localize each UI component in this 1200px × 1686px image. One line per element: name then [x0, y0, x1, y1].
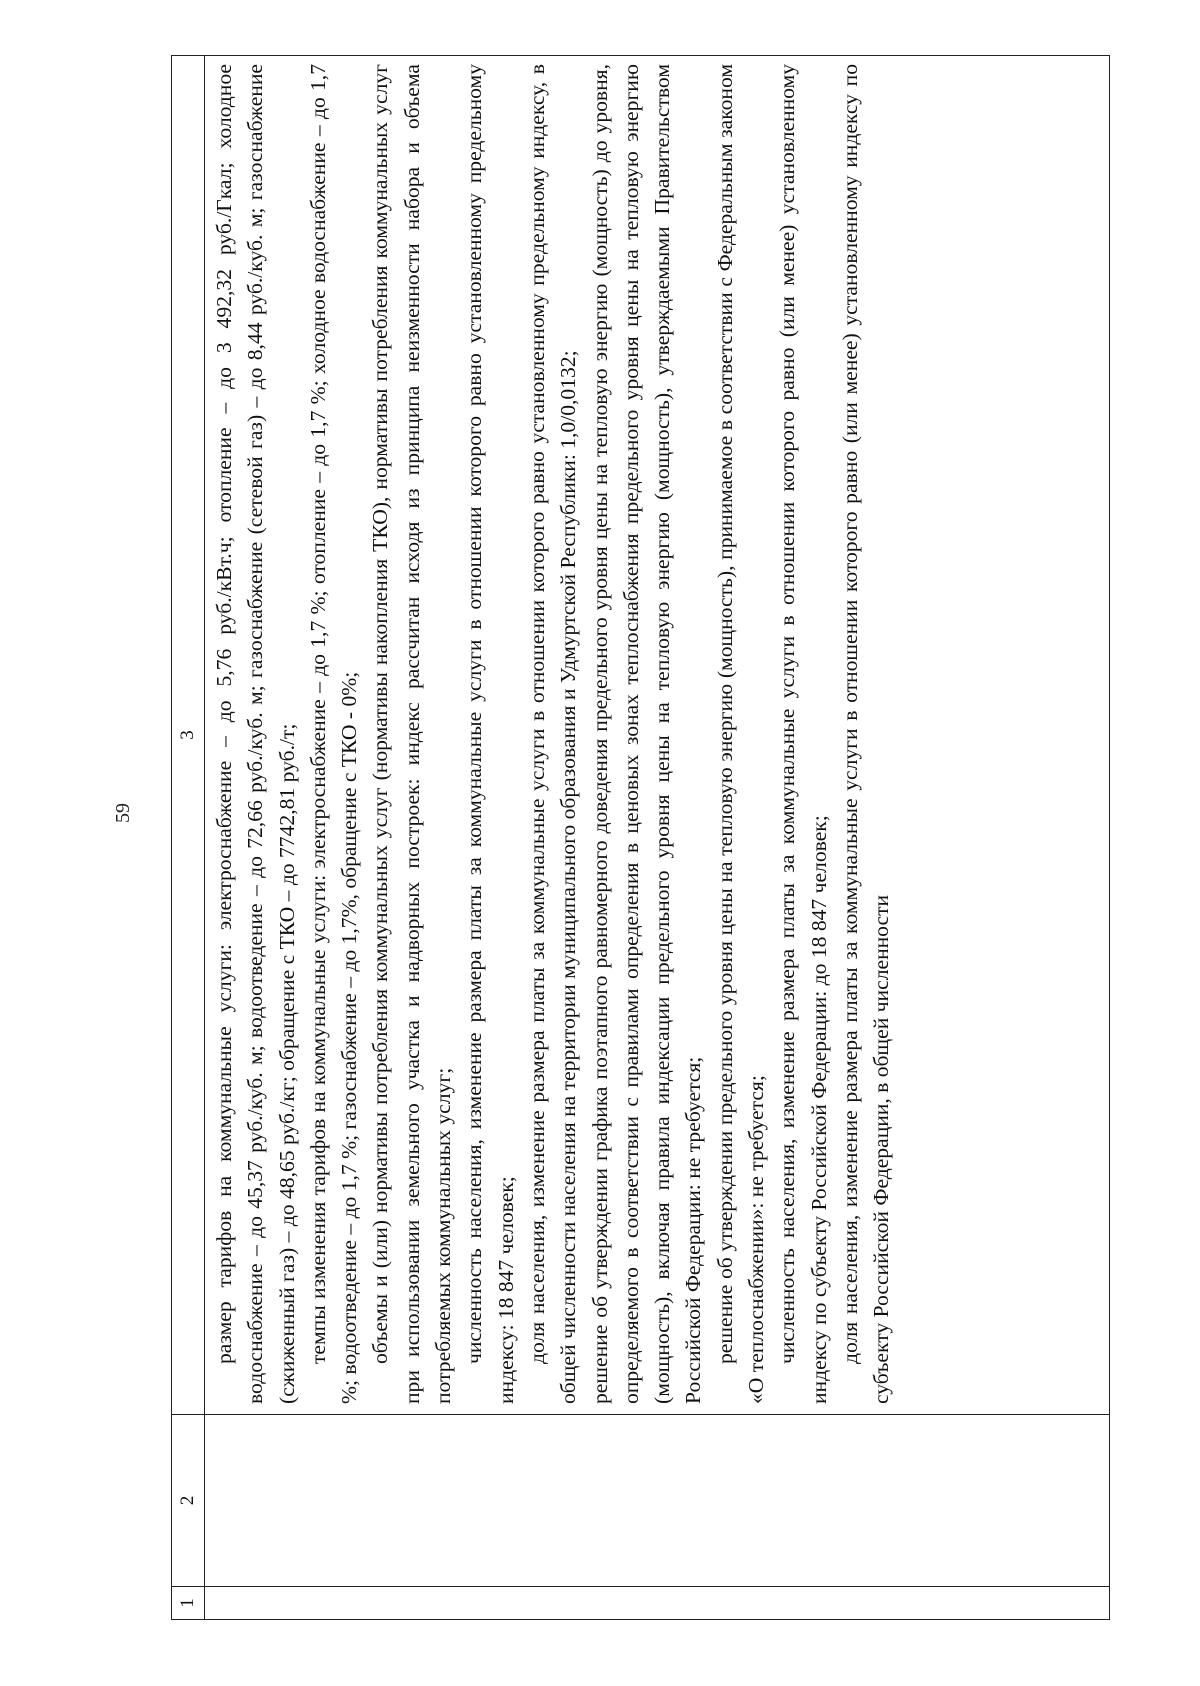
paragraph: численность населения, изменение размера платы за коммунальные услуги в отношении которого равно установленному предельному индексу: 18 847 человек; — [462, 64, 518, 1404]
table-row — [205, 56, 1110, 1620]
paragraph: доля населения, изменение размера платы за коммунальные услуги в отношении которого равно установленному предельному индексу, в общей численности населения на территории муниципального образования и Удмуртской Республики: 1,0/0,0132; — [524, 64, 581, 1404]
header-col-3: 3 — [172, 56, 205, 1415]
header-col-1: 1 — [172, 1587, 205, 1620]
paragraph: размер тарифов на коммунальные услуги: электроснабжение – до 5,76 руб./кВт.ч; отопление – до 3 492,32 руб./Гкал; холодное водоснабжение – до 45,37 руб./куб. м; водоотведение – до 72,66 руб./куб. м; газоснабжение (сетевой газ) – до 8,44 руб./куб. м; газоснабжение (сжиженный газ) – до 48,65 руб./кг; обращение с ТКО – до 7742,81 руб./т; — [212, 64, 299, 1404]
page-number: 59 — [112, 803, 134, 823]
cell-col-3 — [205, 56, 1110, 1415]
paragraph: решение об утверждении графика поэтапного равномерного доведения предельного уровня цены на тепловую энергию (мощность) до уровня, определяемого в соответствии с правилами определения в ценовых зонах теплоснабжения предельного уровня цены на тепловую энергию (мощность), включая правила индексации предельного уровня цены на тепловую энергию (мощность), утверждаемыми Правительством Российской Федерации: не требуется; — [587, 64, 706, 1404]
paragraph: объемы и (или) нормативы потребления коммунальных услуг (нормативы накопления ТКО), нормативы потребления коммунальных услуг при использовании земельного участка и надворных построек: индекс рассчитан исходя из принципа неизменности набора и объема потребляемых коммунальных услуг; — [368, 64, 456, 1404]
document-sheet — [171, 55, 1111, 1620]
paragraph: численность населения, изменение размера платы за коммунальные услуги в отношении которого равно (или менее) установленному индексу по субъекту Российской Федерации: до 18 847 человек; — [775, 64, 831, 1404]
paragraph: темпы изменения тарифов на коммунальные услуги: электроснабжение – до 1,7 %; отопление – до 1,7 %; холодное водоснабжение – до 1,7 %; водоотведение – до 1,7 %; газоснабжение – до 1,7%, обращение с ТКО - 0%; — [305, 64, 362, 1404]
tariff-table — [171, 55, 1110, 1620]
cell-col-3-content — [205, 56, 898, 1414]
paragraph: доля населения, изменение размера платы за коммунальные услуги в отношении которого равно (или менее) установленному индексу по субъекту Российской Федерации, в общей численности — [837, 64, 894, 1404]
header-col-2: 2 — [172, 1415, 205, 1587]
cell-col-1 — [205, 1587, 1110, 1620]
cell-col-2 — [205, 1415, 1110, 1587]
table-header-row — [172, 56, 205, 1620]
paragraph: решение об утверждении предельного уровня цены на тепловую энергию (мощность), принимаемое в соответствии с Федеральным законом «О теплоснабжении»: не требуется; — [712, 64, 769, 1404]
